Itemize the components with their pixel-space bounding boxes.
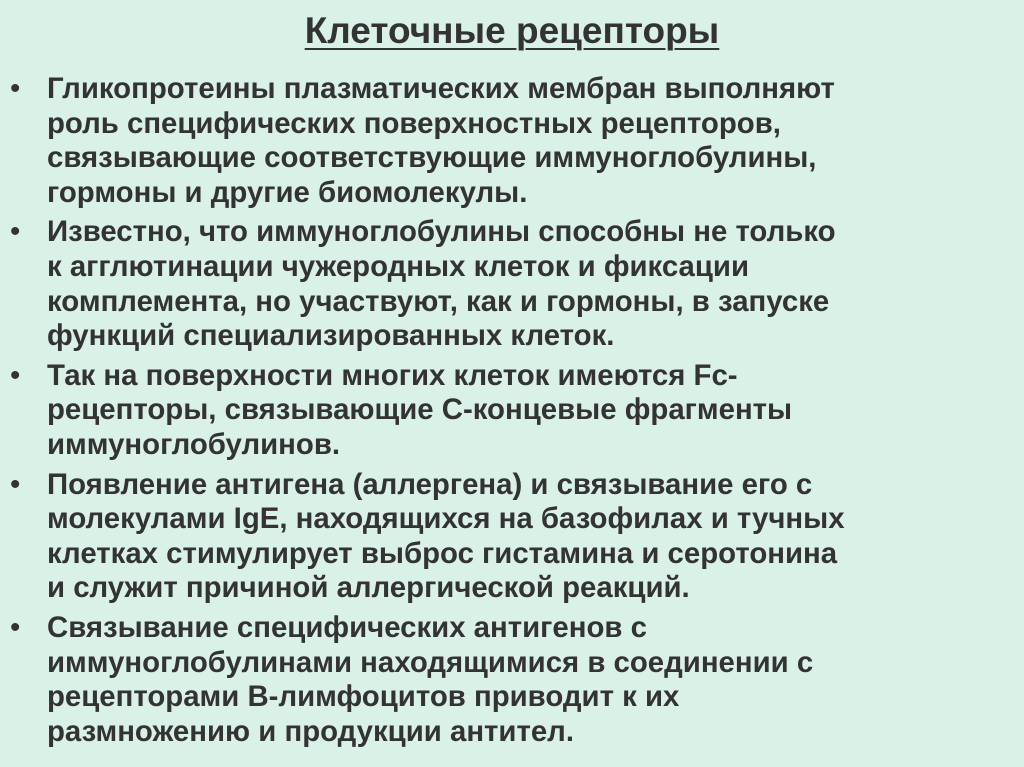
- bullet-line: Гликопротеины плазматических мембран выполняют: [47, 72, 835, 105]
- bullet-line: клетках стимулирует выброс гистамина и серотонина: [47, 536, 838, 570]
- bullet-line: Известно, что иммуноглобулины способны не только: [47, 215, 836, 249]
- bullet-line: Появление антигена (аллергена) и связывание его с: [47, 467, 813, 501]
- bullet-line: к агглютинации чужеродных клеток и фиксации: [47, 249, 750, 283]
- bullet-marker: •: [10, 610, 21, 644]
- bullet-line: молекулами IgE, находящихся на базофилах и тучных: [47, 502, 845, 536]
- bullet-marker: •: [10, 72, 21, 105]
- bullet-marker: •: [10, 467, 21, 501]
- bullet-item: [6, 468, 1010, 606]
- bullet-line: Так на поверхности многих клеток имеются Fc-: [47, 358, 738, 392]
- bullet-line: и служит причиной аллергической реакций.: [47, 571, 690, 605]
- bullet-line: связывающие соответствующие иммуноглобулины,: [47, 141, 817, 175]
- bullet-line: комплемента, но участвуют, как и гормоны, в запуске: [47, 284, 830, 318]
- slide-title: [0, 8, 1024, 54]
- bullet-line: иммуноглобулинов.: [47, 427, 341, 461]
- slide-title-text: Клеточные рецепторы: [304, 10, 720, 51]
- bullet-item: [6, 72, 1010, 210]
- bullet-line: иммуноглобулинами находящимися в соединении с: [47, 645, 814, 679]
- bullet-item: [6, 359, 1010, 463]
- bullet-line: роль специфических поверхностных рецепторов,: [47, 106, 781, 140]
- bullet-line: рецепторами В-лимфоцитов приводит к их: [47, 680, 680, 714]
- bullet-item: [6, 215, 1010, 353]
- bullet-line: Связывание специфических антигенов с: [47, 610, 647, 644]
- bullet-marker: •: [10, 358, 21, 392]
- bullet-line: функций специализированных клеток.: [47, 319, 615, 353]
- bullet-line: размножению и продукции антител.: [47, 714, 574, 748]
- bullet-marker: •: [10, 215, 21, 249]
- bullet-item: [6, 611, 1010, 749]
- bullet-line: гормоны и другие биомолекулы.: [47, 175, 528, 209]
- bullet-line: рецепторы, связывающие С-концевые фрагменты: [47, 393, 793, 427]
- bullet-list: [6, 72, 1010, 754]
